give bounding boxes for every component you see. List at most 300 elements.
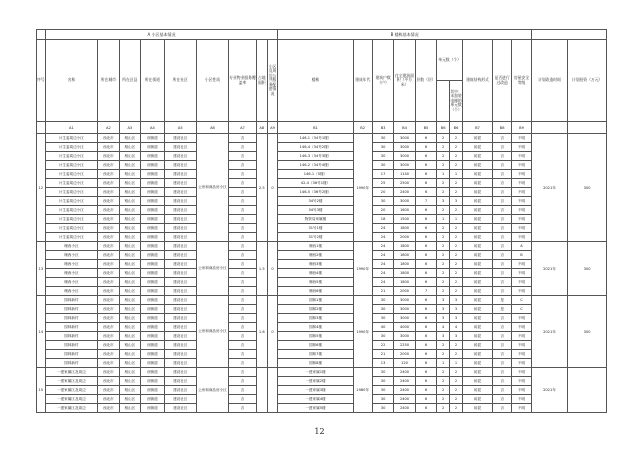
header-households: 建筑户数（户） bbox=[372, 40, 393, 122]
floors-cell: 6 bbox=[415, 323, 436, 332]
street-cell: 西街道 bbox=[141, 188, 165, 197]
building-cell: 146-5（36号2楼） bbox=[278, 188, 353, 197]
name-cell: 珊西小区 bbox=[45, 278, 98, 287]
name-cell: 一建家属区及周边 bbox=[45, 386, 98, 395]
units-cell: 2 bbox=[437, 269, 450, 278]
complete-set-cell bbox=[267, 368, 278, 413]
structure-cell: 砖混 bbox=[462, 350, 492, 359]
structure-cell: 砖混 bbox=[462, 152, 492, 161]
city-cell: 西北市 bbox=[98, 395, 119, 404]
prop-mgmt-cell: 否 bbox=[229, 188, 257, 197]
elevator-cell: 否 bbox=[493, 395, 512, 404]
city-cell: 西北市 bbox=[98, 206, 119, 215]
header-community: 所在社区 bbox=[164, 40, 196, 122]
households-cell: 30 bbox=[372, 161, 393, 170]
street-cell: 西街道 bbox=[141, 269, 165, 278]
structure-cell: 砖混 bbox=[462, 197, 492, 206]
building-cell: 一建家属3楼 bbox=[278, 386, 353, 395]
bldg-area-cell: 1800 bbox=[394, 242, 415, 251]
elevator-cell: 否 bbox=[493, 350, 512, 359]
prop-mgmt-cell: 否 bbox=[229, 206, 257, 215]
units-cell: 2 bbox=[437, 179, 450, 188]
building-cell: 146-1（34号1楼） bbox=[278, 134, 353, 143]
safety-cell: 不明 bbox=[512, 215, 531, 224]
floors-cell: 6 bbox=[415, 269, 436, 278]
units-no-elev-cell: 2 bbox=[450, 287, 463, 296]
safety-cell: 不明 bbox=[512, 269, 531, 278]
safety-cell: 不明 bbox=[512, 341, 531, 350]
households-cell: 30 bbox=[372, 143, 393, 152]
structure-cell: 砖混 bbox=[462, 287, 492, 296]
plan-year-cell: 2021年 bbox=[531, 134, 567, 242]
district-cell: 相山区 bbox=[119, 314, 140, 323]
building-cell: 物资局家属楼 bbox=[278, 215, 353, 224]
floors-cell: 6 bbox=[415, 206, 436, 215]
code-cell: B6 bbox=[437, 122, 450, 134]
header-floors: 层数（层） bbox=[415, 40, 436, 122]
safety-cell: 不明 bbox=[512, 323, 531, 332]
street-cell: 西街道 bbox=[141, 134, 165, 143]
bldg-area-cell: 2250 bbox=[394, 341, 415, 350]
floors-cell: 6 bbox=[415, 305, 436, 314]
street-cell: 西街道 bbox=[141, 368, 165, 377]
header-district: 所在区县 bbox=[119, 40, 140, 122]
units-no-elev-cell: 1 bbox=[450, 215, 463, 224]
floors-cell: 6 bbox=[415, 395, 436, 404]
building-cell: 珊西2楼 bbox=[278, 251, 353, 260]
district-cell: 相山区 bbox=[119, 134, 140, 143]
bldg-area-cell: 1800 bbox=[394, 224, 415, 233]
name-cell: 园林新村 bbox=[45, 305, 98, 314]
city-cell: 西北市 bbox=[98, 251, 119, 260]
table-row bbox=[37, 242, 607, 251]
building-cell: 一建家属5楼 bbox=[278, 404, 353, 413]
bldg-area-cell: 2500 bbox=[394, 179, 415, 188]
blank-cell bbox=[37, 30, 46, 40]
district-cell: 相山区 bbox=[119, 296, 140, 305]
units-no-elev-cell: 3 bbox=[450, 296, 463, 305]
community-cell: 建设社区 bbox=[164, 395, 196, 404]
building-cell: 园林8楼 bbox=[278, 359, 353, 368]
elevator-cell: 否 bbox=[493, 197, 512, 206]
table-row bbox=[37, 152, 607, 161]
floors-cell: 6 bbox=[415, 188, 436, 197]
units-no-elev-cell: 4 bbox=[450, 323, 463, 332]
district-cell: 相山区 bbox=[119, 242, 140, 251]
bldg-area-cell: 3000 bbox=[394, 197, 415, 206]
bldg-area-cell: 3000 bbox=[394, 143, 415, 152]
street-cell: 西街道 bbox=[141, 377, 165, 386]
structure-cell: 砖混 bbox=[462, 386, 492, 395]
floors-cell: 6 bbox=[415, 170, 436, 179]
safety-cell: B bbox=[512, 251, 531, 260]
building-cell: 34号3楼 bbox=[278, 206, 353, 215]
complete-set-cell: 0 bbox=[267, 134, 278, 242]
elevator-cell: 否 bbox=[493, 278, 512, 287]
community-cell: 建设社区 bbox=[164, 368, 196, 377]
complete-set-cell: 0 bbox=[267, 296, 278, 368]
households-cell: 30 bbox=[372, 395, 393, 404]
units-no-elev-cell: 2 bbox=[450, 206, 463, 215]
community-cell: 建设社区 bbox=[164, 206, 196, 215]
building-cell: 42-4（36号1楼） bbox=[278, 179, 353, 188]
safety-cell: 不明 bbox=[512, 287, 531, 296]
units-no-elev-cell: 1 bbox=[450, 170, 463, 179]
community-cell: 建设社区 bbox=[164, 377, 196, 386]
district-cell: 相山区 bbox=[119, 404, 140, 413]
elevator-cell: 否 bbox=[493, 152, 512, 161]
units-cell: 3 bbox=[437, 332, 450, 341]
code-cell bbox=[568, 122, 607, 134]
households-cell: 20 bbox=[372, 188, 393, 197]
bldg-area-cell: 3000 bbox=[394, 332, 415, 341]
header-seq: 序号 bbox=[37, 40, 46, 122]
floors-cell: 6 bbox=[415, 377, 436, 386]
building-cell: 146-3（34号3楼） bbox=[278, 152, 353, 161]
year-cell: 1990年 bbox=[353, 242, 372, 296]
street-cell: 西街道 bbox=[141, 215, 165, 224]
code-cell: B7 bbox=[462, 122, 492, 134]
elevator-cell: 否 bbox=[493, 170, 512, 179]
name-cell: 计生委周边小区 bbox=[45, 134, 98, 143]
units-cell: 2 bbox=[437, 134, 450, 143]
area-cell bbox=[256, 368, 267, 413]
elevator-cell: 否 bbox=[493, 323, 512, 332]
floors-cell: 6 bbox=[415, 161, 436, 170]
prop-mgmt-cell: 否 bbox=[229, 161, 257, 170]
district-cell: 相山区 bbox=[119, 386, 140, 395]
units-cell: 2 bbox=[437, 233, 450, 242]
households-cell: 18 bbox=[372, 215, 393, 224]
structure-cell: 砖混 bbox=[462, 251, 492, 260]
elevator-cell: 否 bbox=[493, 314, 512, 323]
units-cell: 2 bbox=[437, 161, 450, 170]
elevator-cell: 否 bbox=[493, 242, 512, 251]
building-cell: 146-4（34号2楼） bbox=[278, 143, 353, 152]
table-row bbox=[37, 278, 607, 287]
community-cell: 建设社区 bbox=[164, 170, 196, 179]
prop-mgmt-cell: 否 bbox=[229, 323, 257, 332]
blank-cell bbox=[531, 30, 606, 40]
community-cell: 建设社区 bbox=[164, 305, 196, 314]
safety-cell: 不明 bbox=[512, 314, 531, 323]
safety-cell: 不明 bbox=[512, 404, 531, 413]
invest-cell: 300 bbox=[568, 242, 607, 296]
city-cell: 西北市 bbox=[98, 197, 119, 206]
units-no-elev-cell: 2 bbox=[450, 143, 463, 152]
year-cell: 1980年 bbox=[353, 368, 372, 413]
street-cell: 西街道 bbox=[141, 143, 165, 152]
community-cell: 建设社区 bbox=[164, 188, 196, 197]
floors-cell: 6 bbox=[415, 242, 436, 251]
district-cell: 相山区 bbox=[119, 251, 140, 260]
section-b-title: B 楼栋基本情况 bbox=[278, 30, 531, 40]
elevator-cell: 否 bbox=[493, 224, 512, 233]
district-cell: 相山区 bbox=[119, 323, 140, 332]
structure-cell: 砖混 bbox=[462, 404, 492, 413]
district-cell: 相山区 bbox=[119, 269, 140, 278]
households-cell: 30 bbox=[372, 296, 393, 305]
elevator-cell: 否 bbox=[493, 251, 512, 260]
code-cell bbox=[37, 122, 46, 134]
header-prop-mgmt: 专业物业服务覆盖率 bbox=[229, 40, 257, 122]
households-cell: 22 bbox=[372, 341, 393, 350]
units-cell: 2 bbox=[437, 143, 450, 152]
safety-cell: 不明 bbox=[512, 278, 531, 287]
community-cell: 建设社区 bbox=[164, 278, 196, 287]
building-cell: 珊西6楼 bbox=[278, 287, 353, 296]
households-cell: 24 bbox=[372, 278, 393, 287]
district-cell: 相山区 bbox=[119, 161, 140, 170]
prop-mgmt-cell: 否 bbox=[229, 197, 257, 206]
bldg-area-cell: 1600 bbox=[394, 206, 415, 215]
name-cell: 计生委周边小区 bbox=[45, 233, 98, 242]
households-cell: 24 bbox=[372, 251, 393, 260]
code-cell: A3 bbox=[119, 122, 140, 134]
building-cell: 34号2楼 bbox=[278, 197, 353, 206]
nature-cell: 公房和商品房小区 bbox=[196, 296, 228, 368]
households-cell: 24 bbox=[372, 233, 393, 242]
invest-cell: 300 bbox=[568, 134, 607, 242]
name-cell: 计生委周边小区 bbox=[45, 143, 98, 152]
floors-cell: 6 bbox=[415, 152, 436, 161]
households-cell: 21 bbox=[372, 350, 393, 359]
elevator-cell: 否 bbox=[493, 341, 512, 350]
structure-cell: 砖混 bbox=[462, 242, 492, 251]
households-cell: 30 bbox=[372, 404, 393, 413]
street-cell: 西街道 bbox=[141, 170, 165, 179]
district-cell: 相山区 bbox=[119, 350, 140, 359]
community-cell: 建设社区 bbox=[164, 287, 196, 296]
table-row bbox=[37, 377, 607, 386]
code-cell: B9 bbox=[512, 122, 531, 134]
code-cell: A4 bbox=[141, 122, 165, 134]
table-row bbox=[37, 161, 607, 170]
structure-cell: 砖混 bbox=[462, 161, 492, 170]
structure-cell: 砖混 bbox=[462, 134, 492, 143]
units-no-elev-cell: 2 bbox=[450, 341, 463, 350]
city-cell: 西北市 bbox=[98, 161, 119, 170]
units-cell: 2 bbox=[437, 251, 450, 260]
header-elevator: 是否进行过改造 bbox=[493, 40, 512, 122]
header-name: 名称 bbox=[45, 40, 98, 122]
street-cell: 西街道 bbox=[141, 278, 165, 287]
city-cell: 西北市 bbox=[98, 404, 119, 413]
bldg-area-cell: 2000 bbox=[394, 287, 415, 296]
building-cell: 一建家属1楼 bbox=[278, 368, 353, 377]
city-cell: 西北市 bbox=[98, 179, 119, 188]
code-cell: B4 bbox=[394, 122, 415, 134]
year-cell: 1990年 bbox=[353, 296, 372, 368]
table-row bbox=[37, 314, 607, 323]
building-cell: 园林4楼 bbox=[278, 323, 353, 332]
prop-mgmt-cell: 否 bbox=[229, 395, 257, 404]
floors-cell: 6 bbox=[415, 233, 436, 242]
code-cell: B2 bbox=[353, 122, 372, 134]
header-invest: 计划投资（万元） bbox=[568, 40, 607, 122]
name-cell: 计生委周边小区 bbox=[45, 206, 98, 215]
units-no-elev-cell: 2 bbox=[450, 260, 463, 269]
district-cell: 相山区 bbox=[119, 287, 140, 296]
plan-year-cell: 2021年 bbox=[531, 242, 567, 296]
building-cell: 园林2楼 bbox=[278, 305, 353, 314]
community-cell: 建设社区 bbox=[164, 233, 196, 242]
city-cell: 西北市 bbox=[98, 269, 119, 278]
table-row bbox=[37, 215, 607, 224]
prop-mgmt-cell: 否 bbox=[229, 242, 257, 251]
bldg-area-cell: 3000 bbox=[394, 305, 415, 314]
name-cell: 园林新村 bbox=[45, 350, 98, 359]
name-cell: 计生委周边小区 bbox=[45, 224, 98, 233]
city-cell: 西北市 bbox=[98, 323, 119, 332]
table-row bbox=[37, 368, 607, 377]
units-no-elev-cell: 2 bbox=[450, 269, 463, 278]
community-cell: 建设社区 bbox=[164, 350, 196, 359]
building-cell: 31号2楼 bbox=[278, 233, 353, 242]
units-no-elev-cell: 2 bbox=[450, 404, 463, 413]
safety-cell: 不明 bbox=[512, 395, 531, 404]
households-cell: 30 bbox=[372, 152, 393, 161]
header-complete-set: 小区及周边公共服务配套情况 bbox=[267, 40, 278, 122]
header-bldg-area: 住宅建筑面积（平方米） bbox=[394, 40, 415, 122]
households-cell: 30 bbox=[372, 134, 393, 143]
units-no-elev-cell: 2 bbox=[450, 134, 463, 143]
table-row bbox=[37, 404, 607, 413]
table-row bbox=[37, 269, 607, 278]
table-row bbox=[37, 332, 607, 341]
code-cell: B1 bbox=[278, 122, 353, 134]
floors-cell: 6 bbox=[415, 341, 436, 350]
floors-cell: 6 bbox=[415, 224, 436, 233]
seq-cell: 14 bbox=[37, 296, 46, 368]
building-cell: 园林7楼 bbox=[278, 350, 353, 359]
units-cell: 2 bbox=[437, 278, 450, 287]
bldg-area-cell: 3000 bbox=[394, 152, 415, 161]
table-row bbox=[37, 143, 607, 152]
district-cell: 相山区 bbox=[119, 305, 140, 314]
building-cell: 146-1（5楼） bbox=[278, 170, 353, 179]
name-cell: 计生委周边小区 bbox=[45, 179, 98, 188]
units-no-elev-cell: 2 bbox=[450, 386, 463, 395]
street-cell: 西街道 bbox=[141, 197, 165, 206]
bldg-area-cell: 2400 bbox=[394, 377, 415, 386]
units-no-elev-cell: 2 bbox=[450, 242, 463, 251]
building-cell: 园林1楼 bbox=[278, 296, 353, 305]
district-cell: 相山区 bbox=[119, 143, 140, 152]
elevator-cell: 是 bbox=[493, 305, 512, 314]
header-structure: 建筑结构形式 bbox=[462, 40, 492, 122]
code-cell: A7 bbox=[229, 122, 257, 134]
building-cell: 珊西4楼 bbox=[278, 269, 353, 278]
prop-mgmt-cell: 否 bbox=[229, 260, 257, 269]
table-row bbox=[37, 305, 607, 314]
name-cell: 计生委周边小区 bbox=[45, 161, 98, 170]
bldg-area-cell: 120 bbox=[394, 359, 415, 368]
building-cell: 园林6楼 bbox=[278, 341, 353, 350]
street-cell: 西街道 bbox=[141, 359, 165, 368]
structure-cell: 砖混 bbox=[462, 278, 492, 287]
safety-cell: 不明 bbox=[512, 152, 531, 161]
table-row bbox=[37, 350, 607, 359]
street-cell: 西街道 bbox=[141, 233, 165, 242]
community-cell: 建设社区 bbox=[164, 179, 196, 188]
floors-cell: 7 bbox=[415, 197, 436, 206]
community-cell: 建设社区 bbox=[164, 242, 196, 251]
street-cell: 西街道 bbox=[141, 224, 165, 233]
code-row bbox=[37, 122, 607, 134]
street-cell: 西街道 bbox=[141, 287, 165, 296]
safety-cell: 不明 bbox=[512, 332, 531, 341]
elevator-cell: 否 bbox=[493, 161, 512, 170]
prop-mgmt-cell: 否 bbox=[229, 296, 257, 305]
seq-cell: 12 bbox=[37, 134, 46, 242]
city-cell: 西北市 bbox=[98, 260, 119, 269]
city-cell: 西北市 bbox=[98, 242, 119, 251]
city-cell: 西北市 bbox=[98, 143, 119, 152]
bldg-area-cell: 1800 bbox=[394, 269, 415, 278]
table-row bbox=[37, 251, 607, 260]
units-cell: 2 bbox=[437, 152, 450, 161]
city-cell: 西北市 bbox=[98, 215, 119, 224]
bldg-area-cell: 4000 bbox=[394, 323, 415, 332]
header-year: 建成年代 bbox=[353, 40, 372, 122]
elevator-cell: 否 bbox=[493, 260, 512, 269]
structure-cell: 砖混 bbox=[462, 359, 492, 368]
street-cell: 西街道 bbox=[141, 341, 165, 350]
safety-cell: 不明 bbox=[512, 368, 531, 377]
households-cell: 25 bbox=[372, 179, 393, 188]
floors-cell: 7 bbox=[415, 287, 436, 296]
prop-mgmt-cell: 否 bbox=[229, 170, 257, 179]
safety-cell: 不明 bbox=[512, 206, 531, 215]
building-cell: 珊西1楼 bbox=[278, 242, 353, 251]
city-cell: 西北市 bbox=[98, 224, 119, 233]
units-cell: 2 bbox=[437, 386, 450, 395]
name-cell: 珊西小区 bbox=[45, 251, 98, 260]
street-cell: 西街道 bbox=[141, 404, 165, 413]
area-cell: 1.6 bbox=[256, 296, 267, 368]
prop-mgmt-cell: 否 bbox=[229, 224, 257, 233]
district-cell: 相山区 bbox=[119, 377, 140, 386]
community-cell: 建设社区 bbox=[164, 251, 196, 260]
safety-cell: 不明 bbox=[512, 377, 531, 386]
code-cell: B6 bbox=[450, 122, 463, 134]
header-safety: 房屋安全等级 bbox=[512, 40, 531, 122]
prop-mgmt-cell: 否 bbox=[229, 179, 257, 188]
bldg-area-cell: 1800 bbox=[394, 260, 415, 269]
city-cell: 西北市 bbox=[98, 314, 119, 323]
bldg-area-cell: 2000 bbox=[394, 233, 415, 242]
table-row bbox=[37, 323, 607, 332]
safety-cell: C bbox=[512, 296, 531, 305]
elevator-cell: 否 bbox=[493, 404, 512, 413]
bldg-area-cell: 1800 bbox=[394, 251, 415, 260]
column-header-row bbox=[37, 40, 607, 81]
seq-cell: 13 bbox=[37, 242, 46, 296]
units-no-elev-cell: 2 bbox=[450, 224, 463, 233]
units-no-elev-cell: 3 bbox=[450, 197, 463, 206]
units-no-elev-cell: 3 bbox=[450, 305, 463, 314]
name-cell: 计生委周边小区 bbox=[45, 215, 98, 224]
city-cell: 西北市 bbox=[98, 350, 119, 359]
floors-cell: 6 bbox=[415, 251, 436, 260]
units-cell: 1 bbox=[437, 215, 450, 224]
units-cell: 2 bbox=[437, 368, 450, 377]
city-cell: 西北市 bbox=[98, 332, 119, 341]
households-cell: 30 bbox=[372, 314, 393, 323]
units-no-elev-cell: 2 bbox=[450, 152, 463, 161]
community-cell: 建设社区 bbox=[164, 161, 196, 170]
